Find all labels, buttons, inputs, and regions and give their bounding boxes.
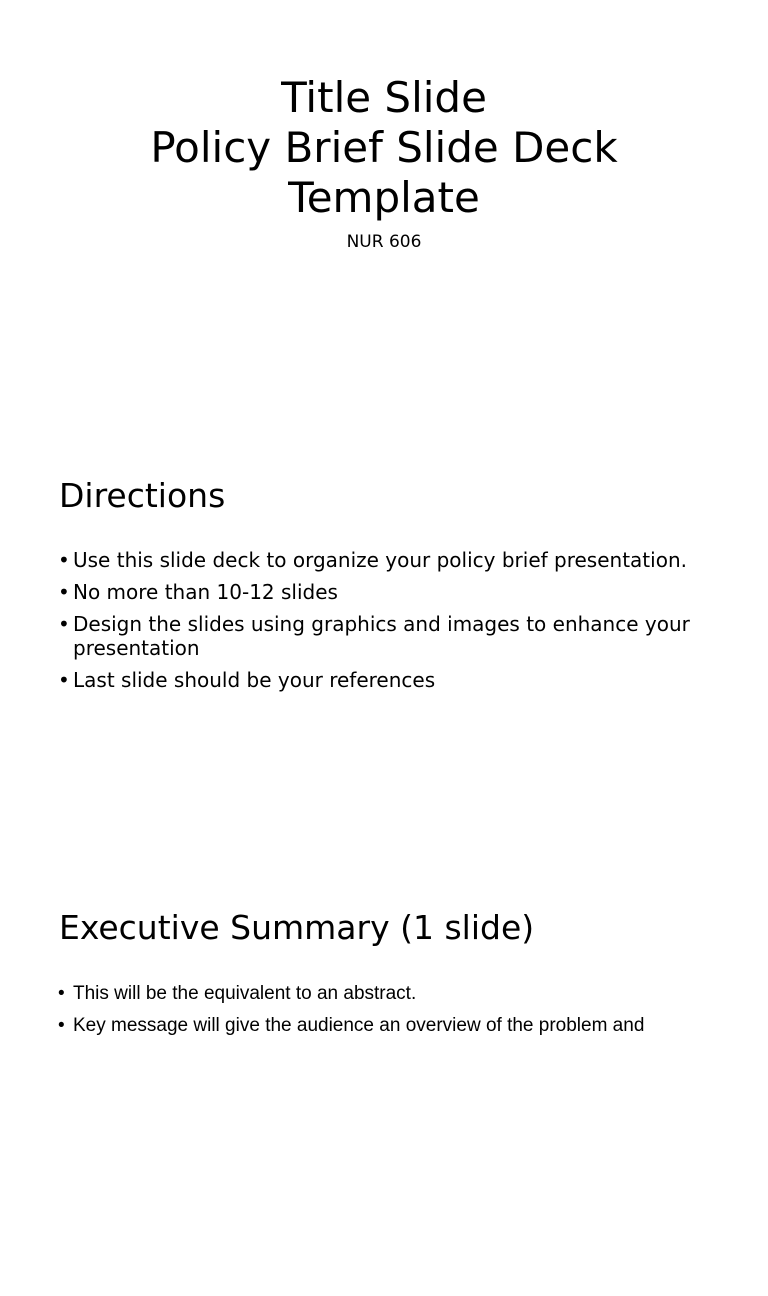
bullet-icon: • xyxy=(58,580,70,604)
title-slide xyxy=(0,0,768,432)
bullet-icon: • xyxy=(58,612,70,636)
slide-title-line-1: Title Slide xyxy=(281,73,487,122)
bullet-list xyxy=(58,982,718,1046)
list-item-text: This will be the equivalent to an abstract. xyxy=(73,983,417,1004)
list-item-text: No more than 10-12 slides xyxy=(73,580,338,604)
title-block xyxy=(0,73,768,253)
list-item-text: Design the slides using graphics and images to enhance your presentation xyxy=(73,612,690,660)
bullet-list xyxy=(58,548,718,700)
slide-subtitle: NUR 606 xyxy=(346,232,422,252)
directions-slide xyxy=(0,432,768,864)
slide-heading: Directions xyxy=(59,476,226,515)
list-item xyxy=(58,580,718,604)
bullet-icon: • xyxy=(58,668,70,692)
executive-summary-slide xyxy=(0,864,768,1296)
list-item xyxy=(58,1014,718,1038)
slide-title-line-3: Template xyxy=(288,173,480,222)
slide-heading: Executive Summary (1 slide) xyxy=(59,908,535,947)
list-item xyxy=(58,548,718,572)
list-item xyxy=(58,612,718,660)
bullet-icon: • xyxy=(58,548,70,572)
list-item-text: Last slide should be your references xyxy=(73,668,436,692)
list-item-text: Use this slide deck to organize your policy brief presentation. xyxy=(73,548,687,572)
bullet-icon: • xyxy=(58,1015,65,1036)
list-item xyxy=(58,982,718,1006)
list-item xyxy=(58,668,718,692)
slide-title-line-2: Policy Brief Slide Deck xyxy=(150,123,618,172)
list-item-text: Key message will give the audience an overview of the problem and xyxy=(73,1015,645,1036)
bullet-icon: • xyxy=(58,983,65,1004)
